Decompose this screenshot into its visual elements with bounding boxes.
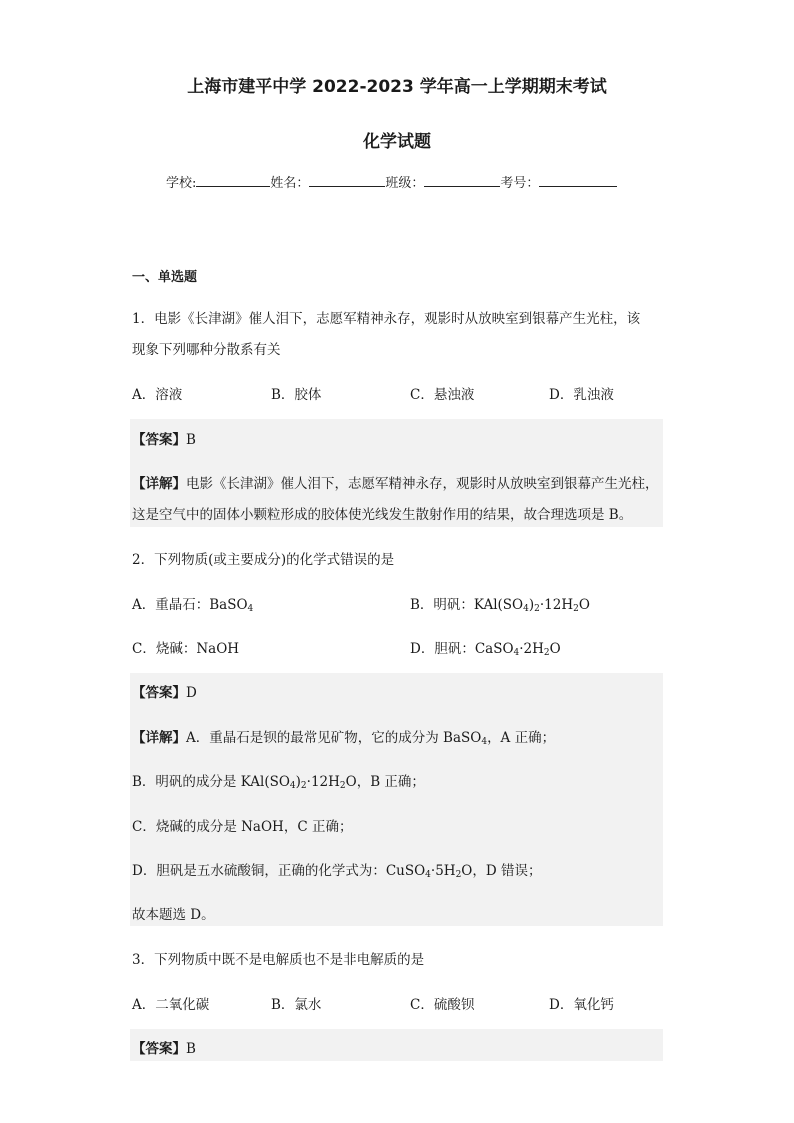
q1-stem-line1: 1．电影《长津湖》催人泪下，志愿军精神永存，观影时从放映室到银幕产生光柱，该 — [132, 311, 641, 327]
q1-option-a: A．溶液 — [132, 387, 183, 403]
q3-answer — [132, 1037, 196, 1057]
class-label: 班级： — [385, 176, 425, 191]
q2-detail-c: C．烧碱的成分是 NaOH，C 正确； — [132, 819, 353, 835]
answer-value: B — [186, 432, 196, 448]
exam-title: 上海市建平中学 2022-2023 学年高一上学期期末考试 — [187, 77, 607, 97]
q2-option-b: B．明矾：$KAl(SO_4)_2\cdot 12H_2O$ — [410, 597, 590, 614]
q1-option-b: B．胶体 — [271, 387, 322, 403]
q2-detail-a: 【详解】A．重晶石是钡的最常见矿物，它的成分为 BaSO$_4$，A 正确； — [132, 730, 556, 747]
q3-stem: 3．下列物质中既不是电解质也不是非电解质的是 — [132, 952, 425, 968]
q2-detail-d: D．胆矾是五水硫酸铜，正确的化学式为：$CuSO_4\cdot 5H_2O$，D 错误； — [132, 863, 542, 880]
number-blank — [539, 172, 617, 187]
q1-option-c: C．悬浊液 — [410, 387, 475, 403]
q2-option-d: D．胆矾：$CaSO_4\cdot 2H_2O$ — [410, 641, 561, 658]
answer-tag: 【答案】 — [132, 432, 186, 448]
detail-tag: 【详解】 — [132, 476, 186, 492]
q3-option-c: C．硫酸钡 — [410, 997, 475, 1013]
number-label: 考号： — [500, 176, 540, 191]
q3-answer-block — [130, 1029, 663, 1061]
q1-stem-line2: 现象下列哪种分散系有关 — [132, 342, 281, 358]
q2-stem: 2．下列物质(或主要成分)的化学式错误的是 — [132, 552, 395, 568]
class-blank — [424, 172, 500, 187]
q1-answer — [132, 428, 196, 448]
q2-answer — [132, 681, 197, 701]
school-blank — [196, 172, 270, 187]
q2-conclusion: 故本题选 D。 — [132, 907, 215, 923]
answer-tag: 【答案】 — [132, 685, 186, 701]
student-info-line — [166, 172, 617, 191]
answer-tag: 【答案】 — [132, 1041, 186, 1057]
q2-detail-b: B．明矾的成分是 $KAl(SO_4)_2\cdot 12H_2O$，B 正确； — [132, 774, 425, 791]
name-label: 姓名： — [270, 176, 310, 191]
answer-value: B — [186, 1041, 196, 1057]
answer-value: D — [186, 685, 197, 701]
detail-tag: 【详解】 — [132, 730, 186, 746]
q3-option-d: D．氧化钙 — [549, 997, 614, 1013]
section-heading: 一、单选题 — [132, 270, 198, 285]
name-blank — [309, 172, 385, 187]
school-label: 学校: — [166, 176, 197, 191]
q1-detail-line1: 【详解】电影《长津湖》催人泪下，志愿军精神永存，观影时从放映室到银幕产生光柱， — [132, 476, 659, 492]
q3-option-b: B．氯水 — [271, 997, 322, 1013]
q2-option-c: C．烧碱：NaOH — [132, 641, 240, 657]
q2-answer-block — [130, 673, 663, 926]
q1-detail-line2: 这是空气中的固体小颗粒形成的胶体使光线发生散射作用的结果，故合理选项是 B。 — [132, 507, 633, 523]
q3-option-a: A．二氧化碳 — [132, 997, 210, 1013]
subject-title: 化学试题 — [363, 132, 431, 152]
q2-option-a: A．重晶石：BaSO$_4$ — [132, 597, 254, 614]
q1-option-d: D．乳浊液 — [549, 387, 614, 403]
